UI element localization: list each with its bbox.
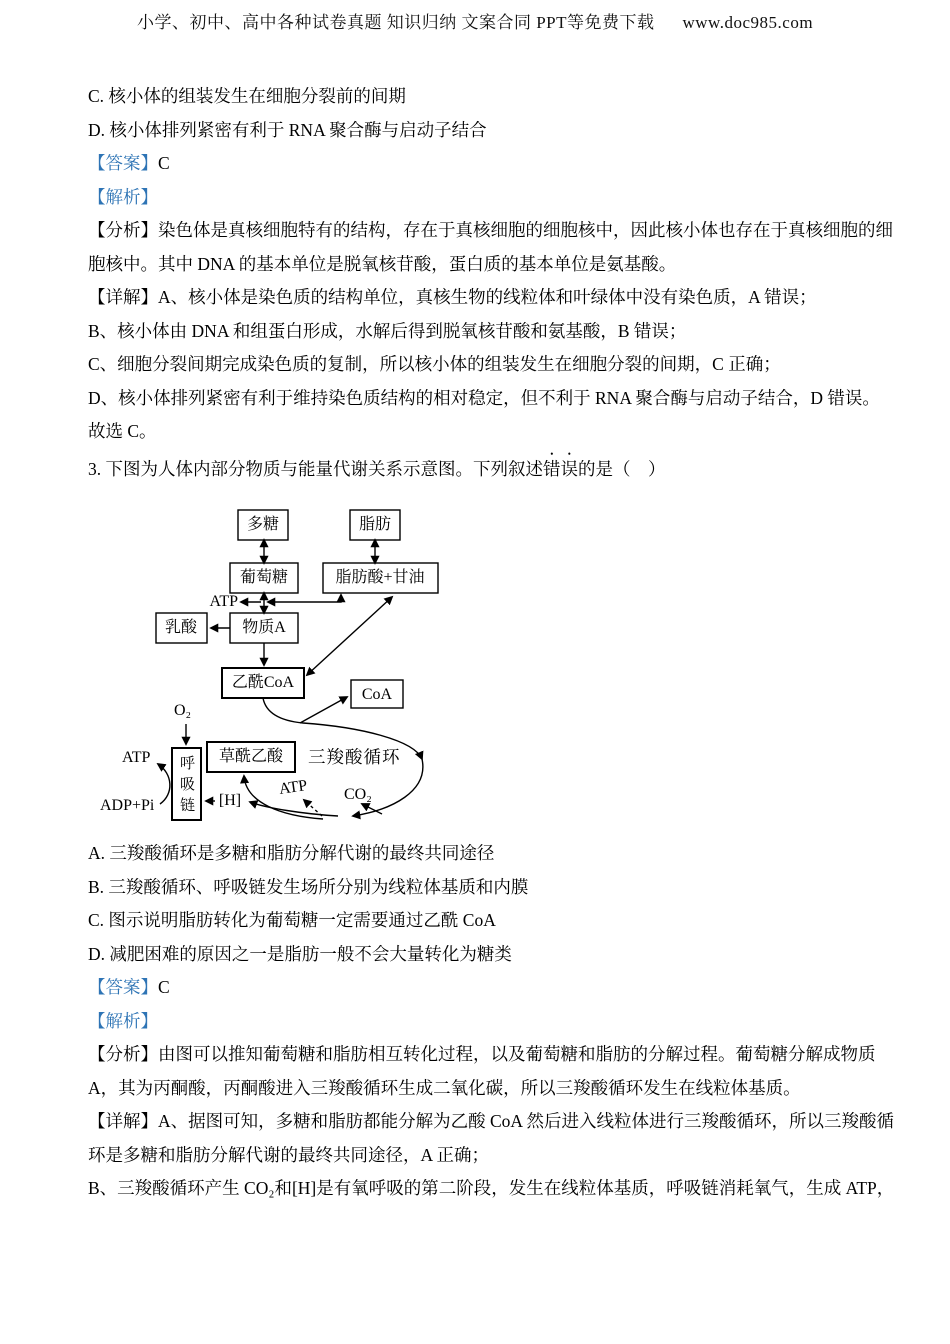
text-segment: D. 核小体排列紧密有利于 RNA 聚合酶与启动子结合 bbox=[88, 119, 487, 140]
label-coa: CoA bbox=[361, 686, 393, 703]
label-acetyl-coa: 乙酰CoA bbox=[231, 674, 295, 691]
doc-line bbox=[88, 214, 893, 248]
doc-line bbox=[88, 871, 878, 905]
doc-line bbox=[88, 938, 878, 972]
arrow-junction-fattyacid bbox=[268, 595, 341, 602]
text-segment: D. 减肥困难的原因之一是脂肪一般不会大量转化为糖类 bbox=[88, 943, 512, 964]
text-segment: 的是（ ） bbox=[578, 459, 666, 480]
metabolism-diagram-canvas bbox=[98, 503, 558, 843]
doc-line bbox=[88, 1105, 894, 1139]
question2-answer-block bbox=[88, 80, 893, 483]
label-h-carrier: [H] bbox=[218, 792, 242, 809]
doc-line bbox=[88, 971, 878, 1005]
header-site-text: www.doc985.com bbox=[682, 13, 814, 32]
text-segment: 胞核中。其中 DNA 的基本单位是脱氧核苷酸，蛋白质的基本单位是氨基酸。 bbox=[88, 253, 677, 274]
doc-line bbox=[88, 1172, 895, 1206]
text-segment: 【详解】A、据图可知，多糖和脂肪都能分解为乙酸 CoA 然后进入线粒体进行三羧酸循环，所以三羧酸循 bbox=[88, 1111, 894, 1132]
doc-line bbox=[88, 1072, 878, 1106]
doc-line bbox=[88, 181, 878, 215]
text-segment: C bbox=[158, 977, 170, 998]
doc-line bbox=[88, 449, 878, 483]
text-segment: D、核小体排列紧密有利于维持染色质结构的相对稳定，但不利于 RNA 聚合酶与启动子结合，D 错误。 bbox=[88, 387, 880, 408]
label-atp-chain: ATP bbox=[122, 749, 151, 766]
label-atp-glycolysis: ATP bbox=[209, 593, 238, 610]
section-tag: 【解析】 bbox=[88, 1010, 158, 1031]
doc-line bbox=[88, 904, 878, 938]
text-segment: C、细胞分裂间期完成染色质的复制，所以核小体的组装发生在细胞分裂的间期，C 正确； bbox=[88, 354, 781, 375]
doc-line bbox=[88, 1005, 878, 1039]
text-segment: C. 核小体的组装发生在细胞分裂前的间期 bbox=[88, 86, 406, 106]
emphasized-text: 错误 bbox=[543, 459, 578, 480]
label-co2: CO₂ bbox=[344, 786, 372, 803]
arrow-to-coa bbox=[300, 697, 347, 723]
curve-acetylcoa-cycle bbox=[263, 698, 303, 723]
arrow-fattyacid-acetylcoa bbox=[307, 597, 392, 675]
doc-line bbox=[88, 147, 878, 181]
doc-line bbox=[88, 1038, 878, 1072]
text-segment: C bbox=[158, 153, 170, 174]
page-header bbox=[0, 8, 950, 33]
section-tag: 【答案】 bbox=[88, 977, 158, 998]
label-respiratory-chain: 呼吸链 bbox=[179, 756, 195, 814]
header-tagline: 小学、初中、高中各种试卷真题 知识归纳 文案合同 PPT等免费下载 bbox=[136, 13, 655, 32]
arrow-adp-to-atp bbox=[158, 764, 170, 804]
label-oxaloacetate: 草酰乙酸 bbox=[218, 748, 284, 765]
doc-line bbox=[88, 315, 878, 349]
doc-line bbox=[88, 415, 878, 449]
doc-line bbox=[88, 248, 878, 282]
doc-line bbox=[88, 348, 878, 382]
text-segment: C. 图示说明脂肪转化为葡萄糖一定需要通过乙酰 CoA bbox=[88, 910, 496, 931]
text-segment: 3. 下图为人体内部分物质与能量代谢关系示意图。下列叙述 bbox=[88, 459, 543, 480]
text-segment: 环是多糖和脂肪分解代谢的最终共同途径，A 正确； bbox=[88, 1144, 490, 1165]
doc-line bbox=[88, 80, 878, 114]
text-segment: B、三羧酸循环产生 CO₂和[H]是有氧呼吸的第二阶段，发生在线粒体基质，呼吸链消耗氧气，生成 ATP， bbox=[88, 1178, 895, 1199]
question3-answer-block bbox=[88, 837, 895, 1206]
section-tag: 【答案】 bbox=[88, 153, 158, 174]
text-segment: A，其为丙酮酸，丙酮酸进入三羧酸循环生成二氧化碳，所以三羧酸循环发生在线粒体基质。 bbox=[88, 1077, 801, 1098]
section-tag: 【解析】 bbox=[88, 186, 158, 207]
text-segment: 【分析】由图可以推知葡萄糖和脂肪相互转化过程，以及葡萄糖和脂肪的分解过程。葡萄糖分解成物质 bbox=[88, 1044, 876, 1065]
label-lactic-acid: 乳酸 bbox=[164, 619, 198, 636]
label-tca-cycle: 三羧酸循环 bbox=[308, 747, 401, 767]
label-glucose: 葡萄糖 bbox=[239, 569, 289, 586]
label-fatty-acid-glycerol: 脂肪酸+甘油 bbox=[335, 569, 425, 586]
doc-line bbox=[88, 837, 878, 871]
text-segment: 故选 C。 bbox=[88, 421, 157, 442]
text-segment: B、核小体由 DNA 和组蛋白形成，水解后得到脱氧核苷酸和氨基酸，B 错误； bbox=[88, 320, 687, 341]
label-atp-cycle: ATP bbox=[277, 777, 309, 798]
label-fat: 脂肪 bbox=[358, 516, 392, 533]
label-polysaccharide: 多糖 bbox=[246, 516, 280, 533]
text-segment: 【分析】染色体是真核细胞特有的结构，存在于真核细胞的细胞核中，因此核小体也存在于真核细胞的细 bbox=[88, 220, 893, 241]
label-adp-pi: ADP+Pi bbox=[100, 797, 155, 814]
text-segment: 【详解】A、核小体是染色质的结构单位，真核生物的线粒体和叶绿体中没有染色质，A 错误； bbox=[88, 287, 817, 308]
label-substance-a: 物质A bbox=[242, 619, 286, 636]
metabolism-diagram bbox=[98, 503, 558, 843]
doc-line bbox=[88, 382, 878, 416]
doc-line bbox=[88, 114, 878, 148]
text-segment: A. 三羧酸循环是多糖和脂肪分解代谢的最终共同途径 bbox=[88, 843, 495, 863]
text-segment: B. 三羧酸循环、呼吸链发生场所分别为线粒体基质和内膜 bbox=[88, 876, 529, 897]
doc-line bbox=[88, 1139, 878, 1173]
label-o2: O₂ bbox=[174, 702, 192, 719]
doc-line bbox=[88, 281, 878, 315]
